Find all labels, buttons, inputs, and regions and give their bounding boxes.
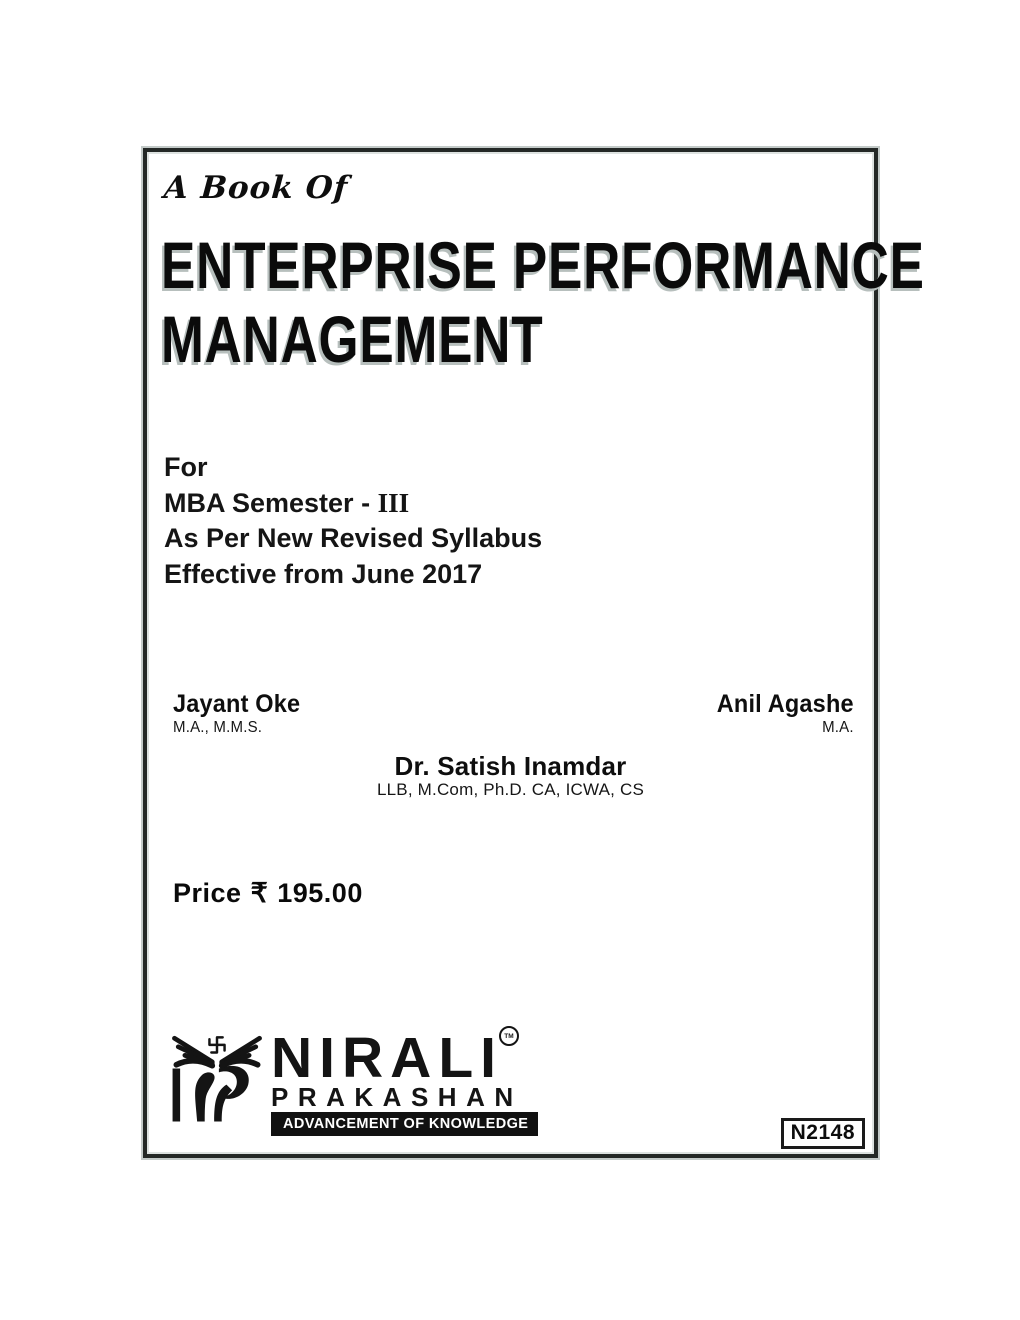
effective-line: Effective from June 2017 (164, 558, 483, 589)
book-code-badge: N2148 (781, 1118, 865, 1149)
author-right-name: Anil Agashe (716, 690, 854, 718)
author-center-name: Dr. Satish Inamdar (394, 751, 627, 781)
book-of-label: A Book Of (162, 170, 350, 206)
course-info-block (164, 450, 542, 592)
book-title-line1: ENTERPRISE PERFORMANCE (161, 228, 925, 302)
nirali-logo-mark-icon (165, 1028, 269, 1128)
author-right (717, 690, 854, 738)
publisher-logo (165, 1028, 538, 1136)
author-left (173, 690, 300, 738)
price-value: 195.00 (277, 878, 363, 908)
price-label: Price (173, 878, 242, 908)
author-center-qualification: LLB, M.Com, Ph.D. CA, ICWA, CS (376, 780, 645, 799)
course-line (164, 486, 542, 522)
author-left-name: Jayant Oke (173, 690, 301, 718)
course-numeral: III (377, 487, 410, 518)
syllabus-line: As Per New Revised Syllabus (164, 523, 543, 553)
trademark-icon: TM (499, 1026, 519, 1046)
swastika-icon (209, 1037, 224, 1052)
publisher-logo-text (271, 1028, 538, 1136)
author-center (147, 752, 874, 800)
publisher-subname: PRAKASHAN (271, 1082, 523, 1112)
publisher-tagline: ADVANCEMENT OF KNOWLEDGE (271, 1112, 538, 1136)
book-title (161, 228, 925, 376)
cover-border-frame (143, 148, 925, 1158)
price-line (173, 878, 363, 909)
publisher-name: NIRALI (271, 1026, 503, 1090)
for-label: For (164, 452, 208, 482)
author-left-qualification: M.A., M.M.S. (173, 719, 263, 736)
author-right-qualification: M.A. (822, 719, 854, 736)
course-prefix: MBA Semester - (164, 487, 378, 518)
publisher-name-row (271, 1026, 514, 1090)
rupee-symbol: ₹ (250, 878, 269, 908)
book-title-line2: MANAGEMENT (161, 302, 544, 376)
